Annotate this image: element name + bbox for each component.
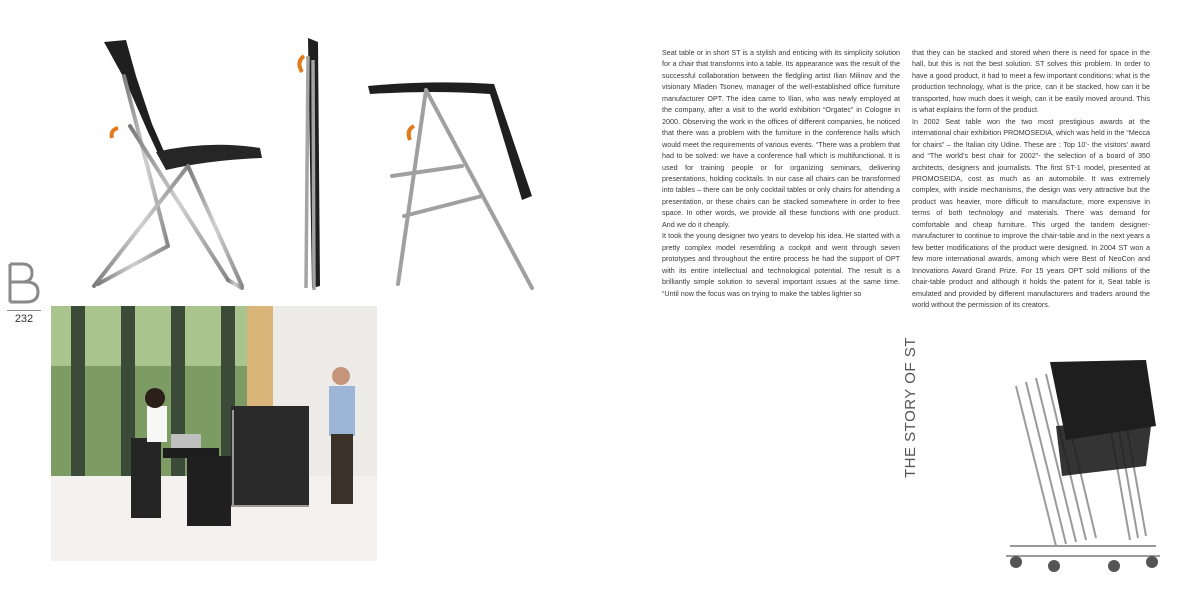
- article-column-left: [662, 47, 900, 299]
- page-number: 232: [7, 310, 41, 325]
- office-photo: [51, 306, 377, 561]
- chair-folded-view-image: [278, 36, 338, 296]
- article-column-right: [912, 47, 1150, 310]
- article-paragraph: It took the young designer two years to develop his idea. He started with a pretty complex model resembling a cockpit and went through seven prototypes and throughout the entire process he had the support of OPT with its entire intellectual and technological potential. The result is a brilliantly simple solution to several important issues at the same time. “Until now the focus was on trying to make the tables lighter so: [662, 231, 900, 298]
- chair-table-view-image: [362, 76, 562, 296]
- article-paragraph: that they can be stacked and stored when there is need for space in the hall, but this is not the best solution. ST solves this problem. In order to have a good product, it had to meet a few important conditions: what is the production technology, what is the price, can it be stacked, how can it be transported, how much does it weigh, can it be easily moved around. This is what explains the form of the product.: [912, 48, 1150, 115]
- article-paragraph: Seat table or in short ST is a stylish and enticing with its simplicity solution for a chair that transforms into a table. Its appearance was the result of the successful collaboration between the fledgling artist Ilian Milinov and the visionary Mladen Tsonev, manager of the well-established office furniture manufacturer OPT. The idea came to Ilian, who was newly employed at the company, after a visit to the world exhibition “Orgatec” in Cologne in 2000. Observing the work in the offices of different companies, he noticed that there was a problem with the furniture in the conference halls which would meet the requirements of various events. “There was a problem that had to be solved: we have a conference hall which is multifunctional. It is used for training people or for organizing seminars, delivering presentations, holding cocktails. In our case all chairs can be transformed into tables – there can be only cocktail tables or only chairs for attending a presentation, or these chairs can be stacked somewhere in order to free space. In other words, we provide all these functions with one product. And we do it cheaply.: [662, 48, 900, 229]
- article-paragraph: In 2002 Seat table won the two most prestigious awards at the international chair exhibition PROMOSEDIA, which was held in the “Mecca for chairs” – the Italian city Udine. These are : Top 10’- the visitors’ award and “The world’s best chair for 2002”- the selection of a board of 350 architects, designers and journalists. The first ST-1 model, presented at PROMOSEIDA, cost as much as an automobile. It was extremely complex, with inside mechanisms, the design was very attractive but the product was heavier, more difficult to manufacture, more expensive in terms of both technology and materials. There was demand for comfortable and cheap furniture. This urged the tandem designer-manufacturer to continue to improve the chair-table and in the next years a few better modifications of the product were designed. In 2004 ST won a few more international awards, among which were Best of NeoCon and Innovations Award Grand Prize. For 15 years OPT sold millions of the chair-table product and although it holds the patent for it, Seat table is emulated and provided by different manufacturers and traders around the world without the permission of its creators.: [912, 116, 1150, 309]
- stacked-chairs-image: [996, 356, 1166, 572]
- publisher-logo: [4, 262, 44, 304]
- chair-side-view-image: [78, 36, 268, 296]
- article-title: THE STORY OF ST: [902, 337, 919, 478]
